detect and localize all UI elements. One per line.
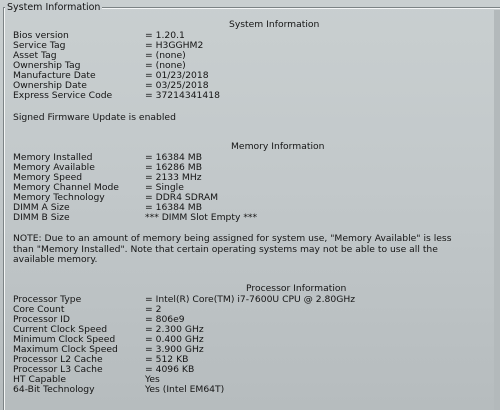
row-label: Memory Channel Mode (13, 182, 119, 193)
row-label: HT Capable (13, 374, 66, 385)
row-value: = 2.300 GHz (145, 324, 204, 335)
row-value: = DDR4 SDRAM (145, 192, 219, 203)
row-label: Processor Type (13, 294, 82, 305)
row-value: = 2133 MHz (145, 172, 202, 183)
row-value: = (none) (145, 60, 186, 71)
row-value: = 16286 MB (145, 162, 202, 173)
scrollbar-track[interactable] (494, 10, 500, 410)
row-label: Service Tag (13, 40, 66, 51)
row-label: Memory Speed (13, 172, 83, 183)
row-value: = 0.400 GHz (145, 334, 204, 345)
row-label: Core Count (13, 304, 65, 315)
row-label: DIMM B Size (13, 212, 70, 223)
row-value: *** DIMM Slot Empty *** (145, 212, 258, 223)
row-value: = Intel(R) Core(TM) i7-7600U CPU @ 2.80GHz (145, 294, 356, 305)
row-label: Express Service Code (13, 90, 113, 101)
info-row-express-service-code (13, 91, 220, 101)
row-value: = (none) (145, 50, 186, 61)
row-value: = 03/25/2018 (145, 80, 209, 91)
memory-info-heading: Memory Information (231, 141, 325, 152)
row-value: = 1.20.1 (145, 30, 185, 41)
row-label: Asset Tag (13, 50, 57, 61)
memory-row-dimm-b (13, 213, 257, 223)
row-value: = 3.900 GHz (145, 344, 204, 355)
row-label: Processor L2 Cache (13, 354, 103, 365)
row-label: Processor L3 Cache (13, 364, 103, 375)
group-title: System Information (7, 2, 101, 13)
row-label: Manufacture Date (13, 70, 96, 81)
row-value: = 16384 MB (145, 202, 202, 213)
row-label: Memory Available (13, 162, 95, 173)
row-label: Memory Installed (13, 152, 93, 163)
system-info-heading: System Information (229, 19, 320, 30)
row-value: = 01/23/2018 (145, 70, 209, 81)
row-value: = H3GGHM2 (145, 40, 204, 51)
memory-note-line-2: than "Memory Installed". Note that certain operating systems may not be able to use all the (13, 244, 438, 255)
row-value: = 2 (145, 304, 162, 315)
row-value: = 16384 MB (145, 152, 202, 163)
row-label: 64-Bit Technology (13, 384, 95, 395)
row-value: = 37214341418 (145, 90, 220, 101)
processor-info-heading: Processor Information (246, 283, 347, 294)
row-value: = 512 KB (145, 354, 189, 365)
processor-row-64bit (13, 385, 224, 395)
row-label: Ownership Date (13, 80, 87, 91)
row-value: = 806e9 (145, 314, 185, 325)
row-value: = 4096 KB (145, 364, 195, 375)
firmware-update-status: Signed Firmware Update is enabled (13, 112, 176, 123)
row-value: Yes (145, 374, 160, 385)
memory-note-line-1: NOTE: Due to an amount of memory being assigned for system use, "Memory Available" is less (13, 233, 452, 244)
row-label: Ownership Tag (13, 60, 81, 71)
memory-note-line-3: available memory. (13, 254, 98, 265)
row-label: Maximum Clock Speed (13, 344, 118, 355)
row-value: Yes (Intel EM64T) (145, 384, 225, 395)
row-label: DIMM A Size (13, 202, 70, 213)
row-label: Current Clock Speed (13, 324, 108, 335)
row-value: = Single (145, 182, 184, 193)
row-label: Memory Technology (13, 192, 105, 203)
row-label: Processor ID (13, 314, 70, 325)
processor-row-type (13, 295, 355, 305)
row-label: Minimum Clock Speed (13, 334, 116, 345)
row-label: Bios version (13, 30, 69, 41)
